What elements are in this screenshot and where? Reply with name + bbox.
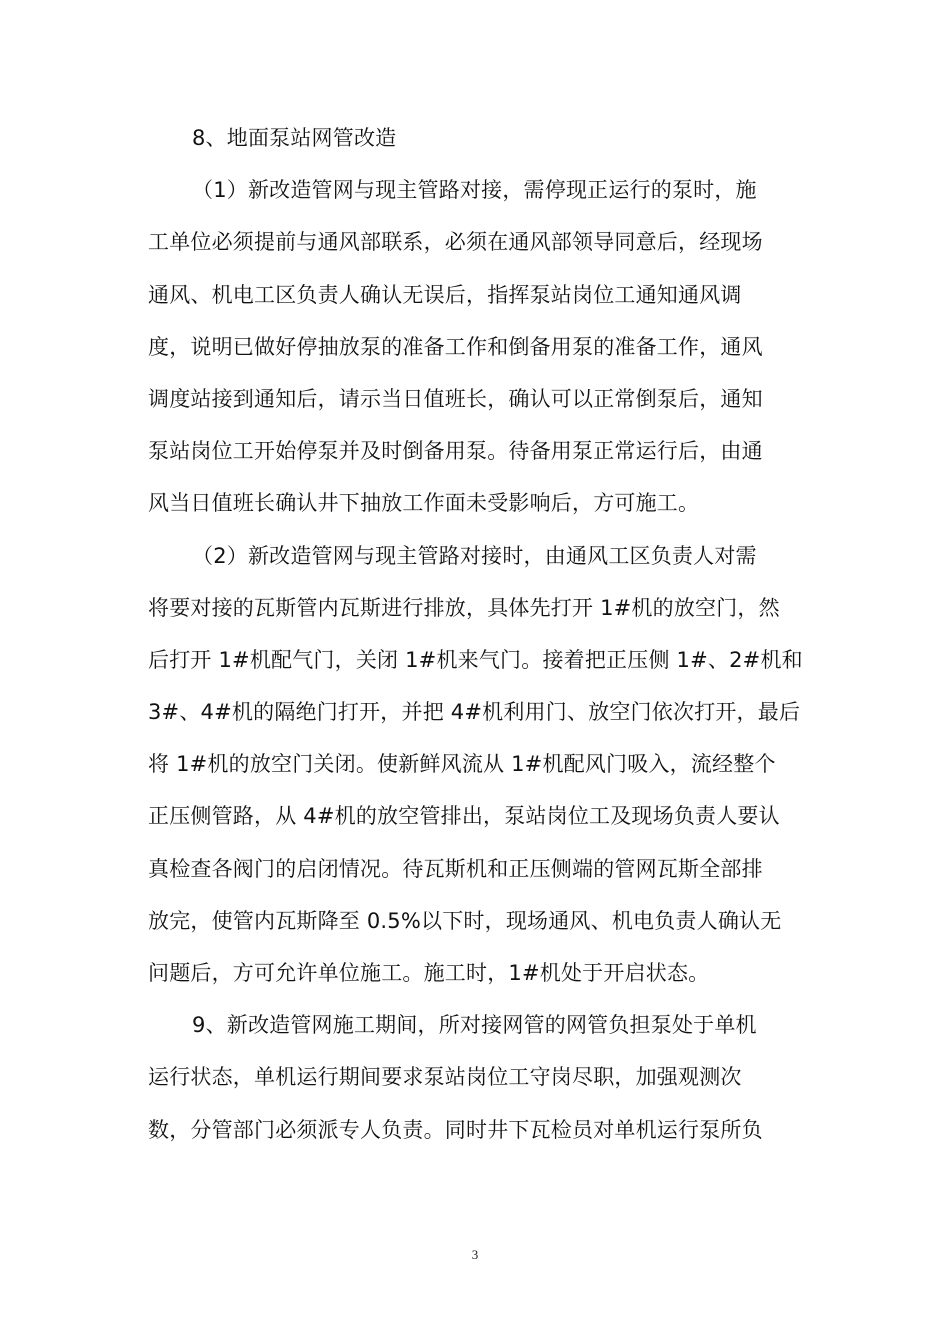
- paragraph-line: 正压侧管路，从 4#机的放空管排出，泵站岗位工及现场负责人要认: [148, 804, 780, 829]
- paragraph-line: 放完，使管内瓦斯降至 0.5%以下时，现场通风、机电负责人确认无: [148, 908, 782, 933]
- paragraph-line: 数，分管部门必须派专人负责。同时井下瓦检员对单机运行泵所负: [148, 1117, 763, 1142]
- page-number: 3: [471, 1247, 479, 1262]
- paragraph-line: 运行状态，单机运行期间要求泵站岗位工守岗尽职，加强观测次: [148, 1065, 742, 1090]
- paragraph-line: 泵站岗位工开始停泵并及时倒备用泵。待备用泵正常运行后，由通: [148, 439, 763, 464]
- section-heading-9: 9、新改造管网施工期间，所对接网管的网管负担泵处于单机: [192, 1013, 757, 1038]
- paragraph-line: （1）新改造管网与现主管路对接，需停现正运行的泵时，施: [192, 178, 757, 203]
- paragraph-line: 后打开 1#机配气门，关闭 1#机来气门。接着把正压侧 1#、2#机和: [148, 647, 803, 672]
- paragraph-line: 3#、4#机的隔绝门打开，并把 4#机利用门、放空门依次打开，最后: [148, 700, 801, 725]
- paragraph-line: 工单位必须提前与通风部联系，必须在通风部领导同意后，经现场: [148, 230, 763, 255]
- paragraph-line: （2）新改造管网与现主管路对接时，由通风工区负责人对需: [192, 543, 757, 568]
- document-body: [148, 112, 806, 1156]
- paragraph-line: 真检查各阀门的启闭情况。待瓦斯机和正压侧端的管网瓦斯全部排: [148, 856, 763, 881]
- paragraph-line: 调度站接到通知后，请示当日值班长，确认可以正常倒泵后，通知: [148, 386, 763, 411]
- paragraph-line: 风当日值班长确认井下抽放工作面未受影响后，方可施工。: [148, 491, 700, 516]
- paragraph-line: 通风、机电工区负责人确认无误后，指挥泵站岗位工通知通风调: [148, 282, 742, 307]
- paragraph-line: 度，说明已做好停抽放泵的准备工作和倒备用泵的准备工作，通风: [148, 334, 763, 359]
- paragraph-line: 问题后，方可允许单位施工。施工时，1#机处于开启状态。: [148, 961, 710, 985]
- paragraph-line: 将 1#机的放空门关闭。使新鲜风流从 1#机配风门吸入，流经整个: [148, 752, 776, 777]
- paragraph-line: 将要对接的瓦斯管内瓦斯进行排放，具体先打开 1#机的放空门，然: [148, 595, 780, 620]
- section-heading-8: 8、地面泵站网管改造: [192, 126, 397, 150]
